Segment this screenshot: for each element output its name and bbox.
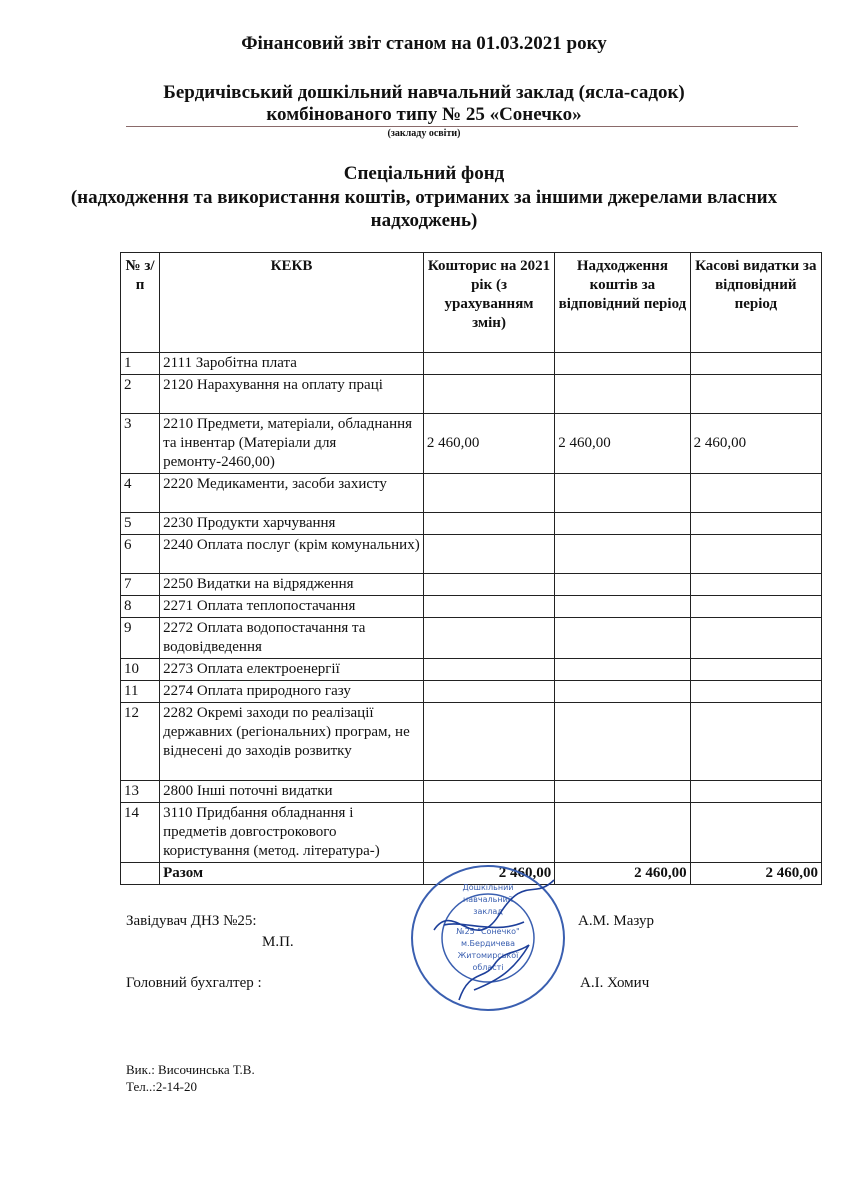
cell-spent [690, 803, 821, 863]
cell-kekv: 2250 Видатки на відрядження [160, 574, 424, 596]
svg-text:заклад: заклад [473, 907, 503, 916]
header-income: Надходження коштів за відповідний період [555, 253, 690, 353]
cell-number: 12 [121, 703, 160, 781]
report-title: Фінансовий звіт станом на 01.03.2021 року [241, 33, 607, 54]
cell-budget [423, 681, 554, 703]
table-row [121, 803, 822, 863]
svg-text:Дошкільний: Дошкільний [462, 883, 514, 892]
table-body [121, 353, 822, 885]
table-row [121, 513, 822, 535]
cell-spent [690, 781, 821, 803]
fund-subtitle-text: (надходження та використання коштів, отриманих за іншими джерелами власних надходжень) [70, 187, 778, 231]
cell-total-label: Разом [160, 863, 424, 885]
table-row [121, 414, 822, 474]
cell-number: 13 [121, 781, 160, 803]
cell-number: 11 [121, 681, 160, 703]
table-row [121, 474, 822, 513]
table-row [121, 618, 822, 659]
cell-income [555, 353, 690, 375]
fund-title: Спеціальний фонд [343, 163, 505, 184]
table-row [121, 353, 822, 375]
cell-kekv: 2800 Інші поточні видатки [160, 781, 424, 803]
cell-kekv: 2120 Нарахування на оплату праці [160, 375, 424, 414]
cell-budget [423, 513, 554, 535]
cell-income [555, 781, 690, 803]
table-row [121, 681, 822, 703]
cell-income [555, 513, 690, 535]
cell-kekv: 2273 Оплата електроенергії [160, 659, 424, 681]
cell-number: 5 [121, 513, 160, 535]
cell-number: 9 [121, 618, 160, 659]
institution-note: (закладу освіти) [387, 128, 461, 139]
cell-number: 4 [121, 474, 160, 513]
cell-number: 14 [121, 803, 160, 863]
head-name: А.М. Мазур [578, 913, 655, 929]
cell-budget [423, 618, 554, 659]
table-row [121, 596, 822, 618]
table-row [121, 535, 822, 574]
cell-total-income: 2 460,00 [555, 863, 690, 885]
cell-kekv: 2240 Оплата послуг (крім комунальних) [160, 535, 424, 574]
cell-kekv: 2220 Медикаменти, засоби захисту [160, 474, 424, 513]
cell-number: 10 [121, 659, 160, 681]
cell-spent [690, 618, 821, 659]
header-spent: Касові видатки за відповідний період [690, 253, 821, 353]
table-row [121, 574, 822, 596]
cell-number: 1 [121, 353, 160, 375]
table-row [121, 375, 822, 414]
cell-income [555, 474, 690, 513]
cell-total-empty [121, 863, 160, 885]
institution-underline [126, 126, 798, 127]
cell-income [555, 574, 690, 596]
cell-income [555, 618, 690, 659]
cell-budget [423, 574, 554, 596]
mp-label: М.П. [262, 934, 294, 950]
cell-kekv: 3110 Придбання обладнання і предметів довгострокового користування (метод. література-) [160, 803, 424, 863]
header-budget: Кошторис на 2021 рік (з урахуванням змін) [423, 253, 554, 353]
cell-spent [690, 375, 821, 414]
cell-budget [423, 781, 554, 803]
fund-subtitle [0, 186, 848, 232]
cell-income [555, 375, 690, 414]
cell-number: 2 [121, 375, 160, 414]
cell-kekv: 2272 Оплата водопостачання та водовідведення [160, 618, 424, 659]
cell-budget [423, 353, 554, 375]
cell-budget: 2 460,00 [423, 414, 554, 474]
cell-spent [690, 513, 821, 535]
cell-number: 8 [121, 596, 160, 618]
head-label: Завідувач ДНЗ №25: [126, 913, 257, 929]
table-header-row [121, 253, 822, 353]
executor-phone: Тел..:2-14-20 [126, 1079, 197, 1094]
cell-income [555, 659, 690, 681]
header-number: № з/п [121, 253, 160, 353]
cell-income [555, 596, 690, 618]
cell-kekv: 2230 Продукти харчування [160, 513, 424, 535]
official-stamp [404, 860, 572, 1020]
svg-text:навчальний: навчальний [463, 895, 513, 904]
cell-budget [423, 659, 554, 681]
cell-budget [423, 535, 554, 574]
cell-income [555, 681, 690, 703]
cell-income [555, 535, 690, 574]
cell-kekv: 2274 Оплата природного газу [160, 681, 424, 703]
accountant-label: Головний бухгалтер : [126, 975, 262, 991]
cell-number: 3 [121, 414, 160, 474]
cell-budget [423, 375, 554, 414]
cell-total-budget: 2 460,00 [423, 863, 554, 885]
cell-budget [423, 803, 554, 863]
institution-line-1: Бердичівський дошкільний навчальний заклад (ясла-садок) [163, 82, 685, 103]
cell-income [555, 703, 690, 781]
accountant-name: А.І. Хомич [580, 975, 650, 991]
cell-spent [690, 574, 821, 596]
cell-kekv: 2271 Оплата теплопостачання [160, 596, 424, 618]
svg-text:області: області [472, 963, 504, 972]
svg-text:Житомирської: Житомирської [457, 951, 519, 960]
institution-line-2: комбінованого типу № 25 «Сонечко» [266, 104, 582, 125]
cell-number: 7 [121, 574, 160, 596]
cell-income: 2 460,00 [555, 414, 690, 474]
cell-budget [423, 474, 554, 513]
cell-budget [423, 703, 554, 781]
table-row [121, 781, 822, 803]
cell-number: 6 [121, 535, 160, 574]
cell-spent [690, 596, 821, 618]
table-row [121, 659, 822, 681]
cell-spent [690, 353, 821, 375]
table-row [121, 703, 822, 781]
cell-spent [690, 703, 821, 781]
header-kekv: КЕКВ [160, 253, 424, 353]
cell-kekv: 2282 Окремі заходи по реалізації державних (регіональних) програм, не віднесені до заходів розвитку [160, 703, 424, 781]
cell-budget [423, 596, 554, 618]
svg-text:№25 "Сонечко": №25 "Сонечко" [456, 927, 520, 936]
svg-text:м.Бердичева: м.Бердичева [460, 939, 516, 948]
cell-spent [690, 659, 821, 681]
report-table [120, 252, 822, 885]
cell-kekv: 2210 Предмети, матеріали, обладнання та інвентар (Матеріали для ремонту-2460,00) [160, 414, 424, 474]
cell-spent [690, 535, 821, 574]
cell-spent: 2 460,00 [690, 414, 821, 474]
cell-spent [690, 474, 821, 513]
cell-kekv: 2111 Заробітна плата [160, 353, 424, 375]
executor: Вик.: Височинська Т.В. [126, 1062, 255, 1077]
cell-income [555, 803, 690, 863]
cell-total-spent: 2 460,00 [690, 863, 821, 885]
cell-spent [690, 681, 821, 703]
